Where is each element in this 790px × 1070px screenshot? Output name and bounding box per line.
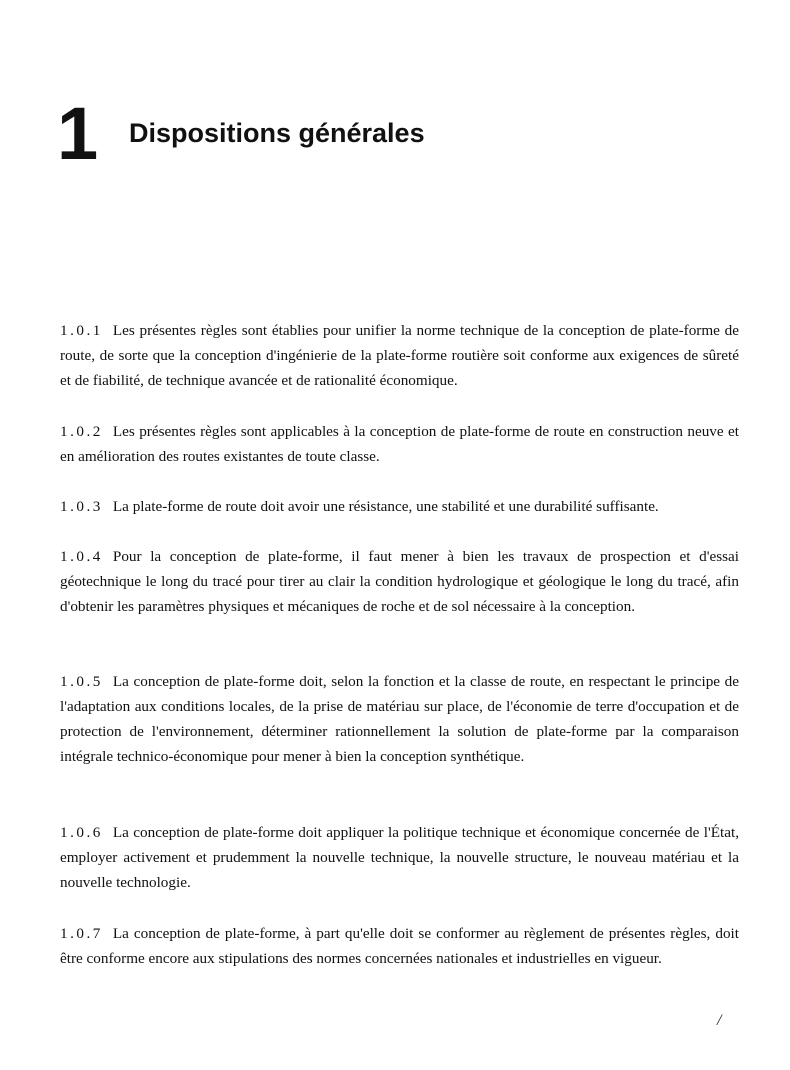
clause-number: 1.0.2 <box>60 423 103 440</box>
clause-text: La plate-forme de route doit avoir une résistance, une stabilité et une durabilité suffisante. <box>112 498 659 515</box>
clause-1-0-1 <box>60 318 739 393</box>
clause-number: 1.0.6 <box>60 824 103 841</box>
clause-text: La conception de plate-forme, à part qu'elle doit se conformer au règlement de présentes règles, doit être conforme encore aux stipulations des normes concernées nationales et industrielles en vigueur. <box>60 925 739 967</box>
clause-1-0-5 <box>60 669 739 769</box>
clause-1-0-3 <box>60 494 739 519</box>
clause-number: 1.0.5 <box>60 673 103 690</box>
clause-1-0-7 <box>60 921 739 971</box>
clause-number: 1.0.4 <box>60 548 103 565</box>
chapter-number: 1 <box>57 92 99 175</box>
chapter-title: Dispositions générales <box>129 118 425 148</box>
clause-text: La conception de plate-forme doit, selon la fonction et la classe de route, en respectant le principe de l'adaptation aux conditions locales, de la prise de matériau sur place, de l'économie de terre d'occupation et de protection de l'environnement, déterminer rationnellement la solution de plate-forme par la comparaison intégrale technico-économique pour mener à bien la conception synthétique. <box>60 673 739 765</box>
clause-text: La conception de plate-forme doit appliquer la politique technique et économique concernée de l'État, employer activement et prudemment la nouvelle technique, la nouvelle structure, le nouveau matériau et la nouvelle technologie. <box>60 824 739 891</box>
page-mark: / <box>717 1012 722 1029</box>
clause-1-0-4 <box>60 544 739 619</box>
clause-text: Pour la conception de plate-forme, il faut mener à bien les travaux de prospection et d'essai géotechnique le long du tracé pour tirer au clair la condition hydrologique et géologique le long du tracé, afin d'obtenir les paramètres physiques et mécaniques de roche et de sol nécessaire à la conception. <box>60 548 739 615</box>
clause-number: 1.0.7 <box>60 925 103 942</box>
clause-1-0-2 <box>60 419 739 469</box>
clause-number: 1.0.1 <box>60 322 103 339</box>
clause-1-0-6 <box>60 820 739 895</box>
clause-number: 1.0.3 <box>60 498 103 515</box>
clause-text: Les présentes règles sont établies pour unifier la norme technique de la conception de plate-forme de route, de sorte que la conception d'ingénierie de la plate-forme routière soit conforme aux exigences de sûreté et de fiabilité, de technique avancée et de rationalité économique. <box>60 322 739 389</box>
clause-text: Les présentes règles sont applicables à la conception de plate-forme de route en construction neuve et en amélioration des routes existantes de toute classe. <box>60 423 739 465</box>
